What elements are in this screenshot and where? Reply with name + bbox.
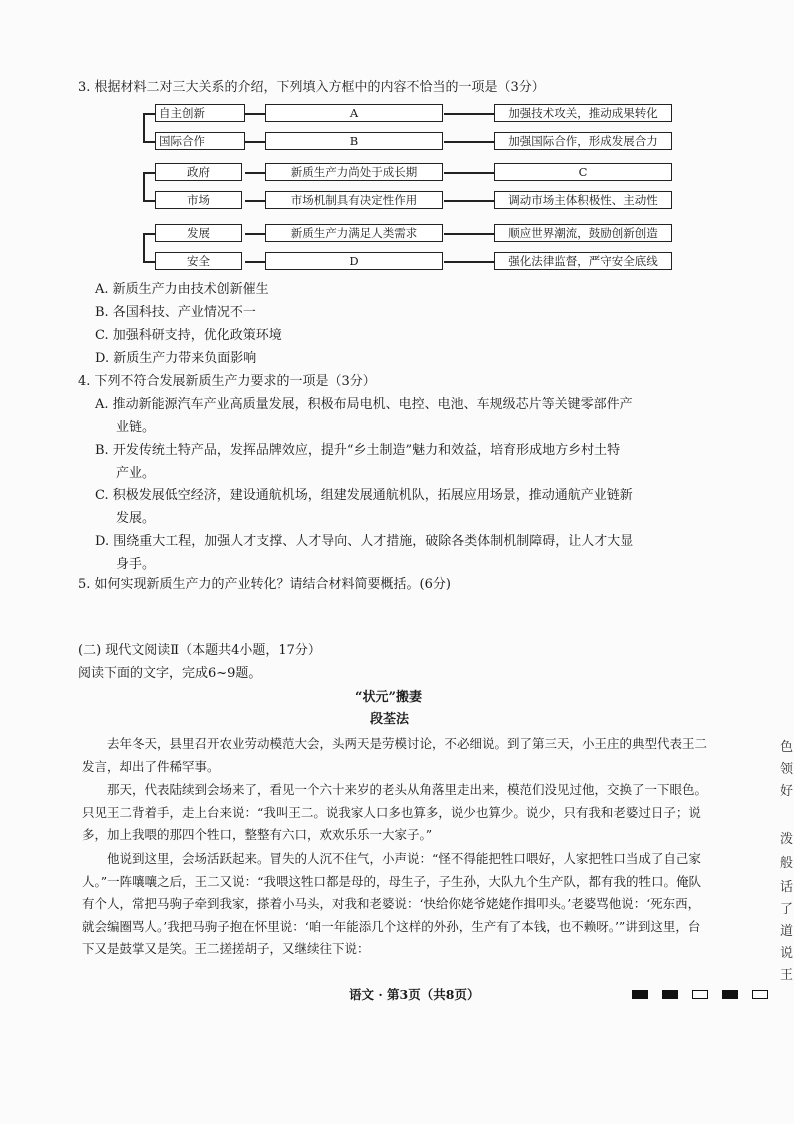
- diagram-left-box: 自主创新: [155, 104, 245, 122]
- diagram-right-box: C: [494, 163, 672, 181]
- marker-square: [722, 990, 738, 999]
- connector: [245, 141, 265, 143]
- section-heading: (二) 现代文阅读Ⅱ（本题共4小题，17分）: [78, 643, 321, 658]
- edge-char: 道: [780, 924, 794, 939]
- connector: [444, 113, 494, 115]
- connector: [245, 172, 265, 174]
- connector: [245, 261, 265, 263]
- marker-square: [692, 990, 708, 999]
- diagram-left-box: 政府: [155, 163, 242, 181]
- q4-option: D. 围绕重大工程，加强人才支撑、人才导向、人才措施，破除各类体制机制障碍，让人才大显: [95, 534, 634, 549]
- marker-square: [662, 990, 678, 999]
- diagram-mid-box: A: [265, 104, 443, 122]
- q4-option-cont: 发展。: [116, 511, 156, 526]
- edge-char: 好: [780, 784, 794, 799]
- diagram-mid-box: B: [265, 132, 443, 150]
- story-author: 段荃法: [370, 712, 410, 727]
- bracket-line: [143, 172, 145, 201]
- edge-char: 王: [780, 968, 794, 983]
- section-instruction: 阅读下面的文字，完成6~9题。: [78, 666, 262, 681]
- q3-stem: 3. 根据材料二对三大关系的介绍，下列填入方框中的内容不恰当的一项是（3分）: [78, 80, 545, 95]
- q4-option: B. 开发传统土特产品，发挥品牌效应，提升“乡土制造”魅力和效益，培育形成地方乡村土特: [95, 443, 621, 458]
- q4-option: C. 积极发展低空经济，建设通航机场，组建发展通航机队，拓展应用场景，推动通航产业链新: [95, 488, 633, 503]
- connector: [245, 233, 265, 235]
- story-title: “状元”搬妻: [355, 690, 422, 705]
- q4-option-cont: 身手。: [116, 557, 156, 572]
- story-paragraph: 去年冬天，县里召开农业劳动模范大会，头两天是劳模讨论，不必细说。到了第三天，小王庄的典型代表王二发言，却出了件稀罕事。: [82, 736, 708, 774]
- bracket-line: [143, 141, 155, 143]
- story-paragraph: 那天，代表陆续到会场来了，看见一个六十来岁的老头从角落里走出来，模范们没见过他，交换了一下眼色。只见王二背着手，走上台来说：“我叫王二。说我家人口多也算多，说少也算少。说少，只有我和老婆过日子；说多，加上我喂的那四个牲口，整整有六口，欢欢乐乐一大家子。”: [82, 782, 708, 842]
- diagram-mid-box: 新质生产力满足人类需求: [265, 224, 443, 242]
- diagram-right-box: 加强国际合作，形成发展合力: [494, 132, 672, 150]
- bracket-line: [143, 261, 155, 263]
- edge-char: 色: [780, 740, 794, 755]
- edge-char: 说: [780, 946, 794, 961]
- diagram-left-box: 国际合作: [155, 132, 245, 150]
- connector: [444, 233, 494, 235]
- bracket-line: [143, 172, 155, 174]
- bracket-line: [143, 233, 145, 262]
- diagram-left-box: 安全: [155, 252, 242, 270]
- connector: [245, 113, 265, 115]
- marker-square: [632, 990, 648, 999]
- connector: [444, 261, 494, 263]
- diagram-left-box: 发展: [155, 224, 242, 242]
- q4-option-cont: 业链。: [116, 420, 156, 435]
- q5-stem: 5. 如何实现新质生产力的产业转化？请结合材料简要概括。(6分): [78, 577, 451, 592]
- q4-option-cont: 产业。: [116, 466, 156, 481]
- diagram-right-box: 加强技术攻关，推动成果转化: [494, 104, 672, 122]
- bracket-line: [143, 113, 155, 115]
- q4-stem: 4. 下列不符合发展新质生产力要求的一项是（3分）: [78, 374, 376, 389]
- bracket-line: [143, 113, 145, 142]
- diagram-mid-box: D: [265, 252, 443, 270]
- q3-option: C. 加强科研支持，优化政策环境: [95, 328, 282, 343]
- q4-option: A. 推动新能源汽车产业高质量发展，积极布局电机、电控、电池、车规级芯片等关键零部件产: [95, 397, 633, 412]
- diagram-left-box: 市场: [155, 191, 242, 209]
- edge-char: 泼: [780, 832, 794, 847]
- bracket-line: [143, 200, 155, 202]
- page-footer: 语文 · 第3页（共8页）: [349, 987, 480, 1002]
- bracket-line: [143, 233, 155, 235]
- edge-char: 话: [780, 880, 794, 895]
- diagram-mid-box: 新质生产力尚处于成长期: [265, 163, 443, 181]
- diagram-right-box: 调动市场主体积极性、主动性: [494, 191, 672, 209]
- edge-char: 领: [780, 762, 794, 777]
- q3-option: A. 新质生产力由技术创新催生: [95, 282, 269, 297]
- diagram-right-box: 顺应世界潮流，鼓励创新创造: [494, 224, 672, 242]
- connector: [245, 200, 265, 202]
- connector: [444, 172, 494, 174]
- story-paragraph: 他说到这里，会场活跃起来。冒失的人沉不住气，小声说：“怪不得能把牲口喂好，人家把牲口当成了自己家人。”一阵嚷嚷之后，王二又说：“我喂这牲口都是母的，母生子，子生孙，大队九个生产队，都有我的牲口。俺队有个人，常把马驹子牵到我家，搽着小马头，对我和老婆说：‘快给你姥爷姥姥作揖叩头。’老婆骂他说：‘死东西，就会编圈骂人。’我把马驹子抱在怀里说：‘咱一年能添几个这样的外孙，生产有了本钱，也不赖呀。’”讲到这里，台下又是鼓掌又是笑。王二搓搓胡子，又继续往下说：: [82, 851, 702, 956]
- marker-square: [752, 990, 768, 999]
- diagram-right-box: 强化法律监督，严守安全底线: [494, 252, 672, 270]
- edge-char: 了: [780, 902, 794, 917]
- connector: [444, 200, 494, 202]
- edge-char: 般: [780, 856, 794, 871]
- q3-option: B. 各国科技、产业情况不一: [95, 305, 256, 320]
- q3-option: D. 新质生产力带来负面影响: [95, 351, 257, 366]
- connector: [444, 141, 494, 143]
- diagram-mid-box: 市场机制具有决定性作用: [265, 191, 443, 209]
